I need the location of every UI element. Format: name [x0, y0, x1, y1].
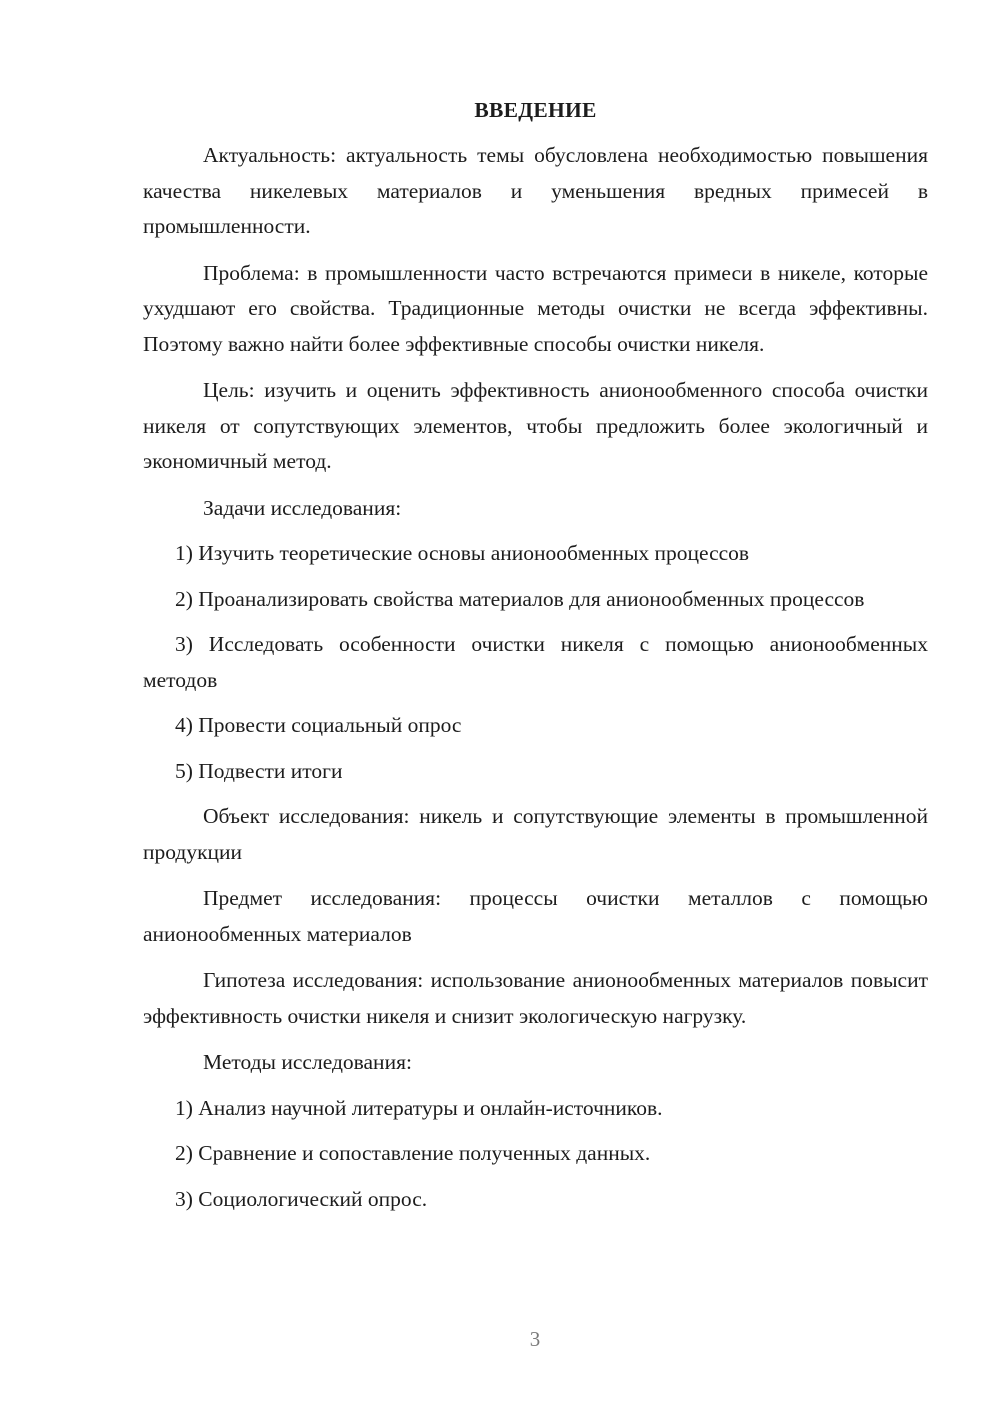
subject-paragraph: Предмет исследования: процессы очистки металлов с помощью анионообменных материалов — [143, 886, 928, 946]
document-page — [143, 92, 928, 1217]
object-paragraph: Объект исследования: никель и сопутствующие элементы в промышленной продукции — [143, 804, 928, 864]
problem-paragraph: Проблема: в промышленности часто встречаются примеси в никеле, которые ухудшают его свойства. Традиционные методы очистки не всегда эффективны. Поэтому важно найти более эффективные способы очистки никеля. — [143, 260, 928, 356]
task-item-4: 4) Провести социальный опрос — [175, 713, 462, 737]
page-number: 3 — [529, 1327, 541, 1351]
relevance-paragraph: Актуальность: актуальность темы обусловлена необходимостью повышения качества никелевых материалов и уменьшения вредных примесей в промышленности. — [143, 143, 928, 238]
goal-paragraph: Цель: изучить и оценить эффективность анионообменного способа очистки никеля от сопутствующих элементов, чтобы предложить более экологичный и экономичный метод. — [143, 378, 928, 473]
tasks-heading: Задачи исследования: — [203, 495, 402, 520]
task-item-3: 3) Исследовать особенности очистки никеля с помощью анионообменных методов — [143, 632, 928, 692]
page-title: ВВЕДЕНИЕ — [474, 98, 597, 122]
method-item-2: 2) Сравнение и сопоставление полученных данных. — [175, 1141, 651, 1165]
task-item-1: 1) Изучить теоретические основы анионообменных процессов — [175, 541, 750, 565]
task-item-2: 2) Проанализировать свойства материалов для анионообменных процессов — [175, 586, 865, 611]
method-item-3: 3) Социологический опрос. — [175, 1186, 428, 1211]
hypothesis-paragraph: Гипотеза исследования: использование анионообменных материалов повысит эффективность очистки никеля и снизит экологическую нагрузку. — [143, 968, 928, 1028]
methods-heading: Методы исследования: — [203, 1050, 412, 1074]
method-item-1: 1) Анализ научной литературы и онлайн-источников. — [175, 1095, 663, 1120]
task-item-5: 5) Подвести итоги — [175, 758, 343, 783]
